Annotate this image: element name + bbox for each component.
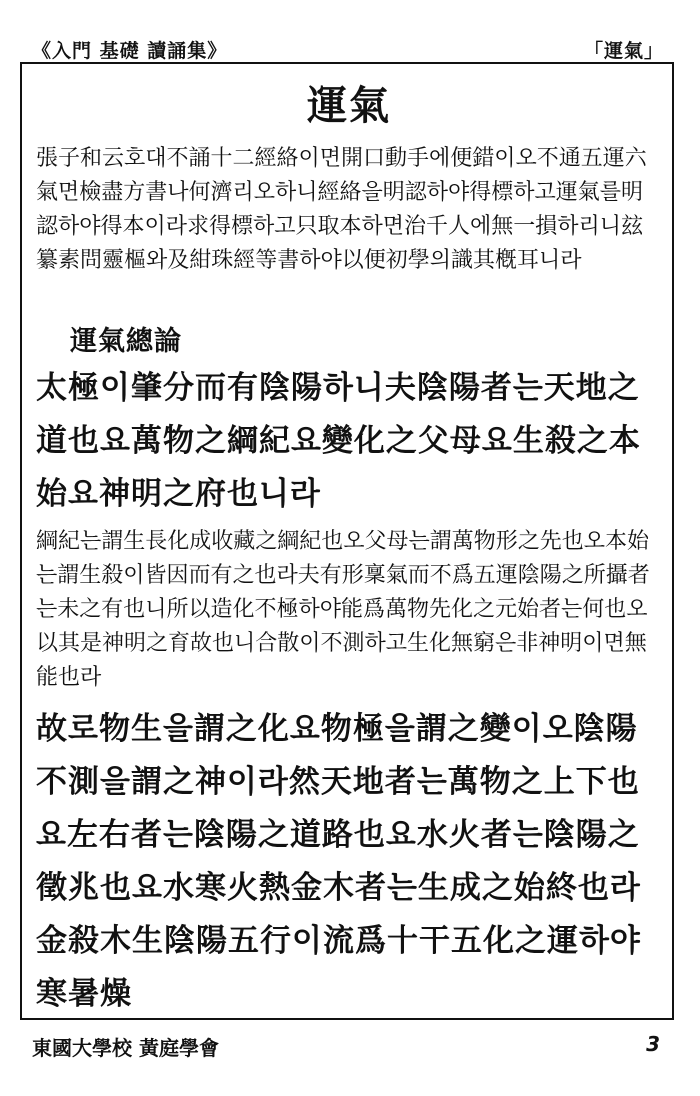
- section-title: 運氣總論: [70, 326, 182, 357]
- page-title: 運氣: [307, 82, 391, 129]
- running-header-right: 「運氣」: [583, 40, 664, 62]
- footer-publisher: 東國大學校 黃庭學會: [32, 1036, 219, 1060]
- main-text-paragraph-1: 太極이肇分而有陰陽하니夫陰陽者는天地之道也요萬物之綱紀요變化之父母요生殺之本始요神明之府也니라: [36, 370, 641, 512]
- page-frame: [20, 62, 674, 1020]
- commentary-paragraph: 綱紀는謂生長化成收藏之綱紀也오父母는謂萬物形之先也오本始는謂生殺이皆因而有之也라夫有形稟氣而不爲五運陰陽之所攝者는未之有也니所以造化不極하야能爲萬物先化之元始者는何也오以其是神明之育故也니合散이不測하고生化無窮은非神明이면無能也라: [36, 529, 650, 690]
- page-content: [36, 64, 662, 1021]
- main-text-paragraph-2: 故로物生을謂之化요物極을謂之變이오陰陽不測을謂之神이라然天地者는萬物之上下也요左右者는陰陽之道路也요水火者는陰陽之徵兆也요水寒火熱金木者는生成之始終也라金殺木生陰陽五行이流爲十干五化之運하야寒暑燥: [36, 711, 641, 1012]
- running-header-left: 《入門 基礎 讀誦集》: [32, 40, 228, 62]
- intro-paragraph: 張子和云호대不誦十二經絡이면開口動手에便錯이오不通五運六氣면檢盡方書나何濟리오하니經絡을明認하야得標하고運氣를明認하야得本이라求得標하고只取本하면治千人에無一損하리니玆纂素問靈樞와及紺珠經等書하야以便初學의識其槪耳니라: [36, 146, 647, 273]
- page-number: 3: [646, 1032, 660, 1056]
